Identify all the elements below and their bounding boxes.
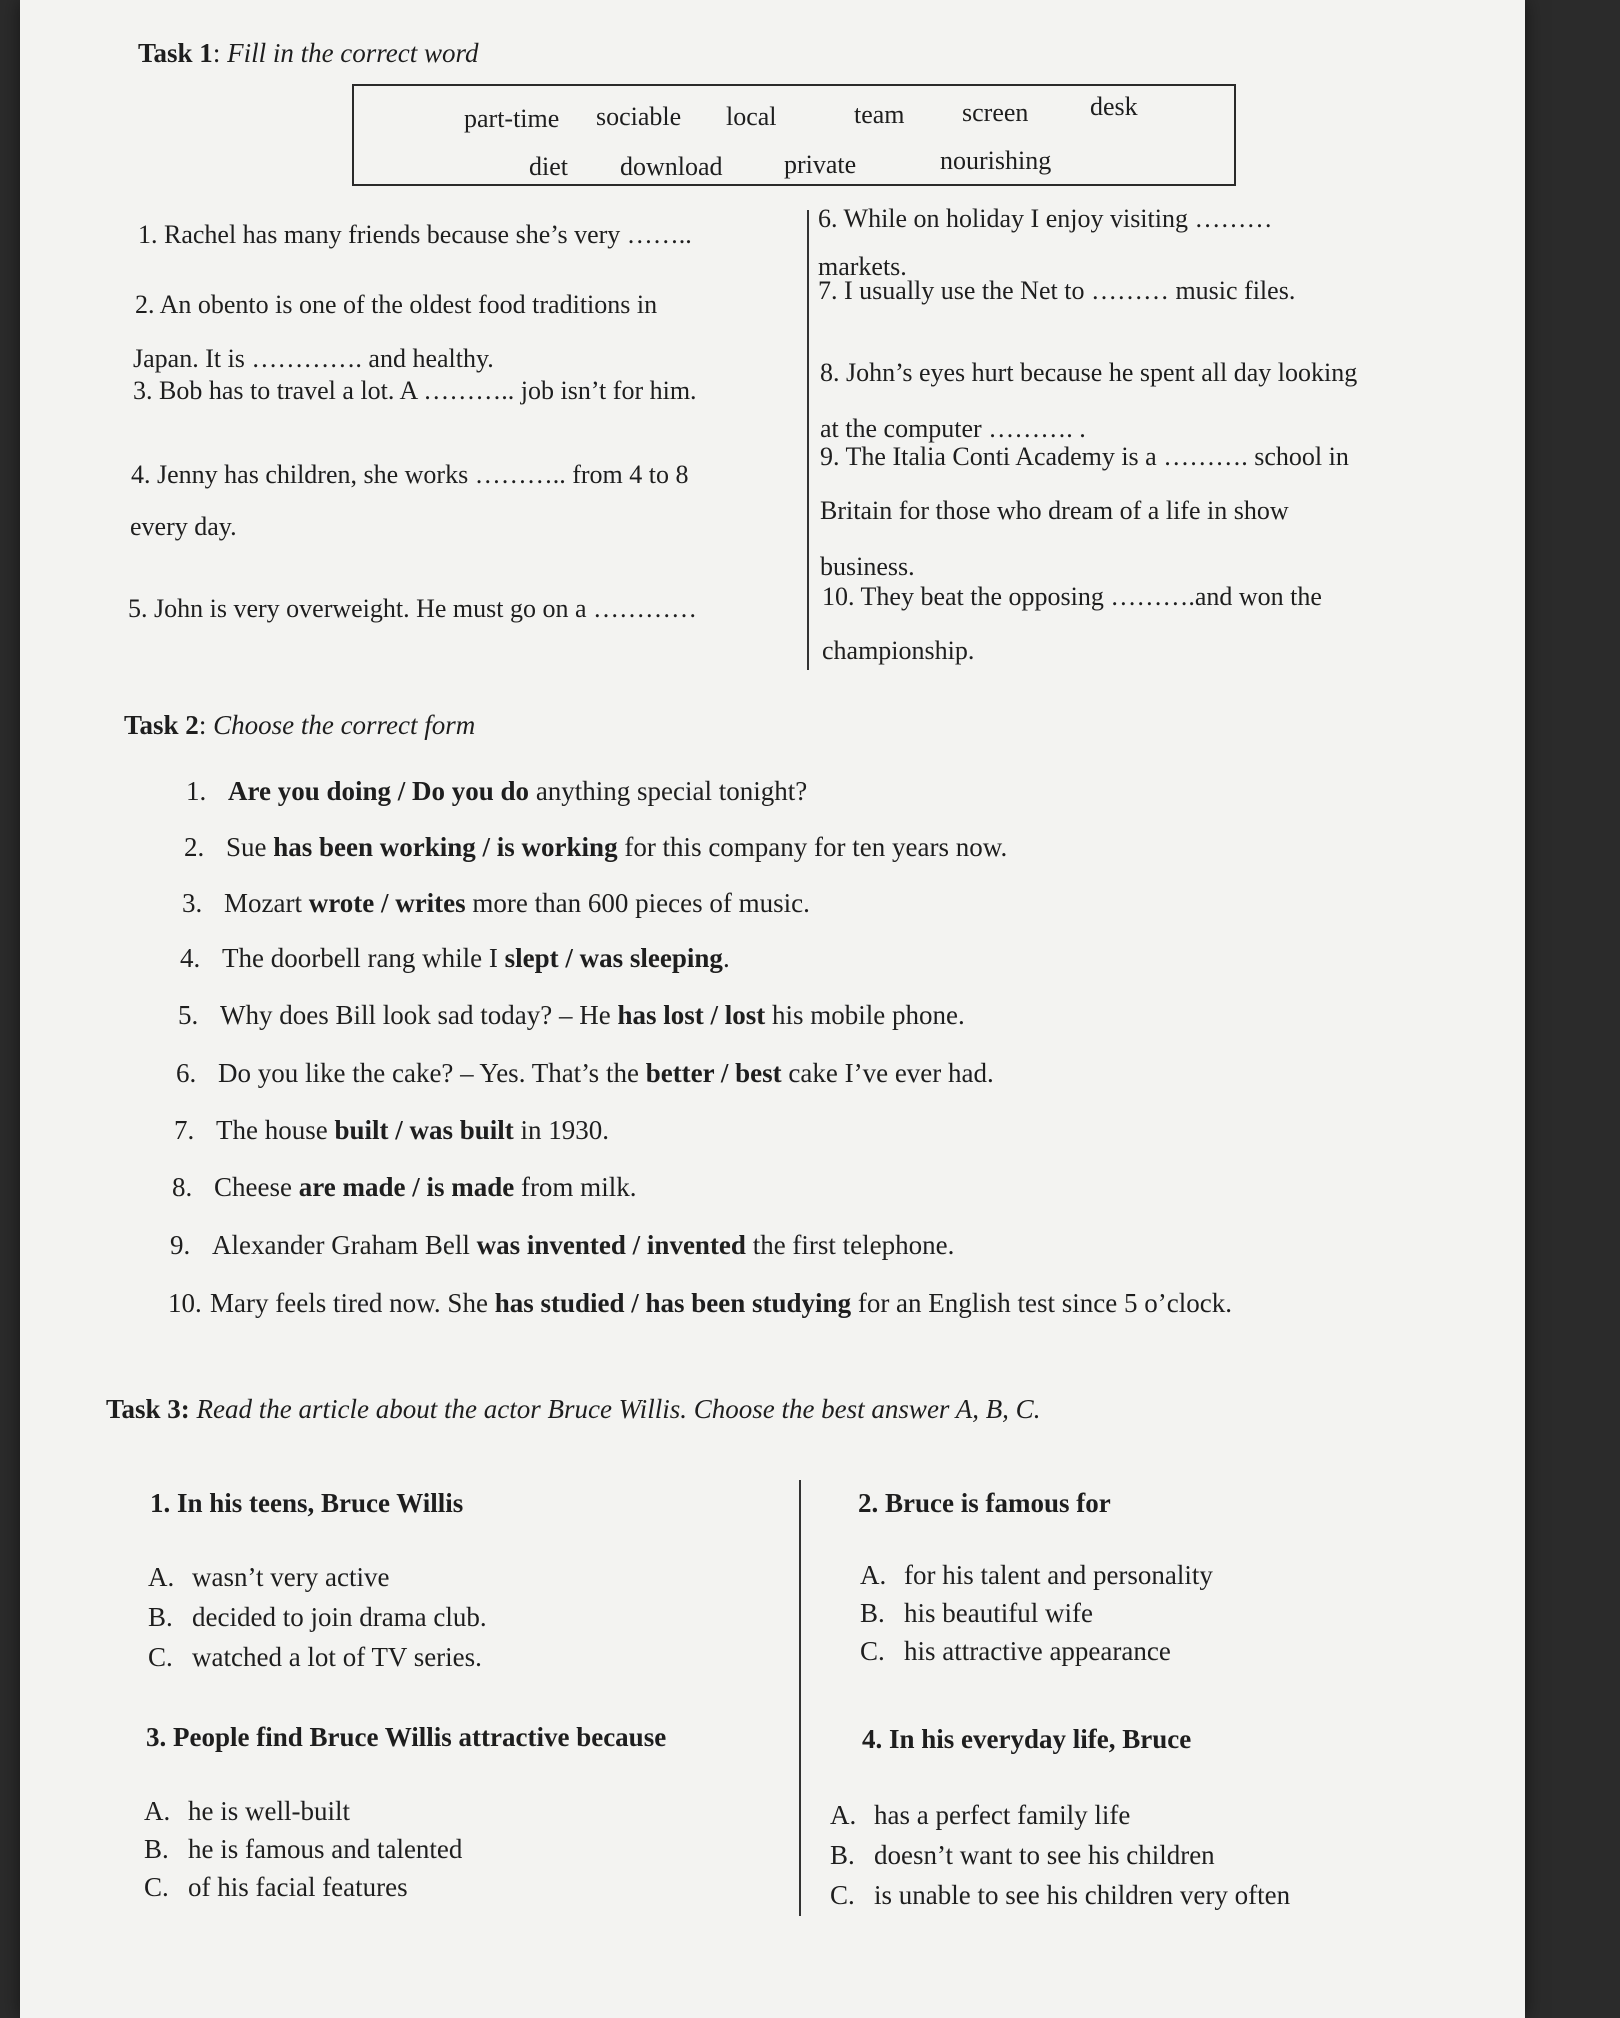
task3-q1-option-b[interactable]: B. decided to join drama club.: [148, 1602, 487, 1632]
task1-instruction: Fill in the correct word: [227, 38, 479, 68]
task1-item-6-cont: markets.: [818, 252, 907, 281]
word-bank-item: download: [620, 152, 723, 181]
task2-item-choice[interactable]: has been working / is working: [273, 832, 618, 862]
task2-item-text: the first telephone.: [745, 1230, 955, 1260]
task2-item-text: cake I’ve ever had.: [781, 1058, 994, 1088]
task2-item: [186, 776, 807, 807]
task2-item-text: The house: [216, 1115, 335, 1145]
task2-item-text: Mozart: [224, 888, 309, 918]
task1-item-8-cont: at the computer ………. .: [820, 414, 1086, 443]
task2-item: [182, 888, 810, 919]
task2-instruction: Choose the correct form: [213, 710, 476, 740]
task2-item-text: Cheese: [214, 1172, 299, 1202]
task2-item-text: Sue: [226, 832, 274, 862]
task1-item-10: 10. They beat the opposing ……….and won the: [822, 582, 1322, 611]
task3-question-1: 1. In his teens, Bruce Willis: [150, 1488, 464, 1518]
task2-item: [184, 832, 1007, 863]
task1-item-4-cont: every day.: [130, 512, 237, 541]
word-bank-item: part-time: [464, 104, 560, 133]
task2-item-text: The doorbell rang while I: [222, 943, 505, 973]
task2-item-choice[interactable]: built / was built: [334, 1115, 514, 1145]
task3-question-4: 4. In his everyday life, Bruce: [862, 1724, 1192, 1754]
task1-column-divider: [807, 210, 809, 670]
task2-item: [172, 1172, 636, 1203]
task3-title: [106, 1394, 1040, 1425]
task2-item-number: 4.: [180, 943, 201, 973]
task2-item-text: Do you like the cake? – Yes. That’s the: [218, 1058, 646, 1088]
task1-item-7: 7. I usually use the Net to ……… music files.: [818, 276, 1296, 305]
task2-item-number: 10.: [168, 1288, 202, 1318]
task2-item: [178, 1000, 965, 1031]
task3-label: Task 3:: [106, 1394, 190, 1424]
task2-item: [168, 1288, 1232, 1319]
task2-item-choice[interactable]: better / best: [645, 1058, 782, 1088]
word-bank-item: desk: [1090, 92, 1138, 121]
task1-label: Task 1: [138, 38, 213, 68]
task1-item-9-cont: Britain for those who dream of a life in show: [820, 496, 1289, 525]
task2-item-text: from milk.: [514, 1172, 637, 1202]
task1-item-3: 3. Bob has to travel a lot. A ……….. job isn’t for him.: [133, 376, 697, 405]
task3-instruction: Read the article about the actor Bruce Willis. Choose the best answer A, B, C.: [196, 1394, 1041, 1424]
task3-question-3: 3. People find Bruce Willis attractive because: [146, 1722, 667, 1752]
task2-item-number: 3.: [182, 888, 203, 918]
task2-item-text: for this company for ten years now.: [617, 832, 1008, 862]
task2-item: [174, 1115, 609, 1146]
task2-item-number: 7.: [174, 1115, 195, 1145]
task1-item-8: 8. John’s eyes hurt because he spent all day looking: [820, 358, 1358, 387]
task2-item: [180, 943, 730, 974]
task2-item-number: 2.: [184, 832, 205, 862]
task2-item-text: Why does Bill look sad today? – He: [220, 1000, 618, 1030]
task3-q4-option-b[interactable]: B. doesn’t want to see his children: [830, 1840, 1215, 1870]
word-box: [352, 84, 1236, 186]
task3-q2-option-a[interactable]: A. for his talent and personality: [860, 1560, 1213, 1590]
task1-item-4: 4. Jenny has children, she works ……….. from 4 to 8: [131, 460, 689, 489]
task2-item-choice[interactable]: has lost / lost: [617, 1000, 766, 1030]
task2-label: Task 2: [124, 710, 199, 740]
task1-item-1: 1. Rachel has many friends because she’s very ……..: [138, 220, 692, 249]
task2-item-text: for an English test since 5 o’clock.: [851, 1288, 1232, 1318]
task2-item-choice[interactable]: has studied / has been studying: [494, 1288, 852, 1318]
word-bank-item: private: [784, 150, 857, 179]
task2-item-choice[interactable]: are made / is made: [298, 1172, 515, 1202]
task2-item-number: 1.: [186, 776, 207, 806]
task2-item-choice[interactable]: was invented / invented: [476, 1230, 746, 1260]
task2-item-text: his mobile phone.: [765, 1000, 965, 1030]
task3-q2-option-c[interactable]: C. his attractive appearance: [860, 1636, 1171, 1666]
task1-item-9: 9. The Italia Conti Academy is a ………. school in: [820, 442, 1349, 471]
task1-item-10-cont: championship.: [822, 636, 975, 665]
task3-q4-option-c[interactable]: C. is unable to see his children very often: [830, 1880, 1291, 1910]
task2-item-text: .: [722, 943, 730, 973]
word-bank-item: sociable: [596, 102, 682, 131]
task3-q1-option-a[interactable]: A. wasn’t very active: [148, 1562, 390, 1592]
task3-q3-option-b[interactable]: B. he is famous and talented: [144, 1834, 463, 1864]
task2-title: Task 2: Choose the correct form: [124, 710, 476, 740]
task2-item-choice[interactable]: Are you doing / Do you do: [228, 776, 530, 806]
task2-item-text: Alexander Graham Bell: [212, 1230, 477, 1260]
task2-item: [170, 1230, 954, 1261]
task2-item-choice[interactable]: wrote / writes: [308, 888, 466, 918]
task3-column-divider: [799, 1480, 801, 1916]
task2-item-number: 6.: [176, 1058, 197, 1088]
task2-item-text: anything special tonight?: [529, 776, 808, 806]
task1-title: Task 1: Fill in the correct word: [138, 38, 479, 68]
task2-item-choice[interactable]: slept / was sleeping: [504, 943, 723, 973]
task2-item-text: in 1930.: [513, 1115, 610, 1145]
task2-item-number: 9.: [170, 1230, 191, 1260]
task3-question-2: 2. Bruce is famous for: [858, 1488, 1111, 1518]
task3-q4-option-a[interactable]: A. has a perfect family life: [830, 1800, 1131, 1830]
task2-item-number: 5.: [178, 1000, 199, 1030]
word-bank-item: diet: [529, 152, 568, 181]
task2-item-text: more than 600 pieces of music.: [465, 888, 810, 918]
task1-item-2-cont: Japan. It is …………. and healthy.: [133, 344, 494, 373]
task2-item: [176, 1058, 994, 1089]
task3-q3-option-a[interactable]: A. he is well-built: [144, 1796, 350, 1826]
worksheet-page: [20, 0, 1525, 2018]
task1-item-9-cont2: business.: [820, 552, 915, 581]
word-bank-item: team: [854, 100, 905, 129]
task3-q2-option-b[interactable]: B. his beautiful wife: [860, 1598, 1093, 1628]
word-bank-item: screen: [962, 98, 1029, 127]
task1-item-5: 5. John is very overweight. He must go on a …………: [128, 594, 698, 623]
word-bank-item: local: [726, 102, 777, 131]
task2-item-text: Mary feels tired now. She: [210, 1288, 495, 1318]
task2-item-number: 8.: [172, 1172, 193, 1202]
task1-item-6: 6. While on holiday I enjoy visiting ………: [818, 204, 1273, 233]
task3-q1-option-c[interactable]: C. watched a lot of TV series.: [148, 1642, 482, 1672]
word-bank-item: nourishing: [940, 146, 1052, 175]
task3-q3-option-c[interactable]: C. of his facial features: [144, 1872, 408, 1902]
task1-item-2: 2. An obento is one of the oldest food traditions in: [135, 290, 658, 319]
